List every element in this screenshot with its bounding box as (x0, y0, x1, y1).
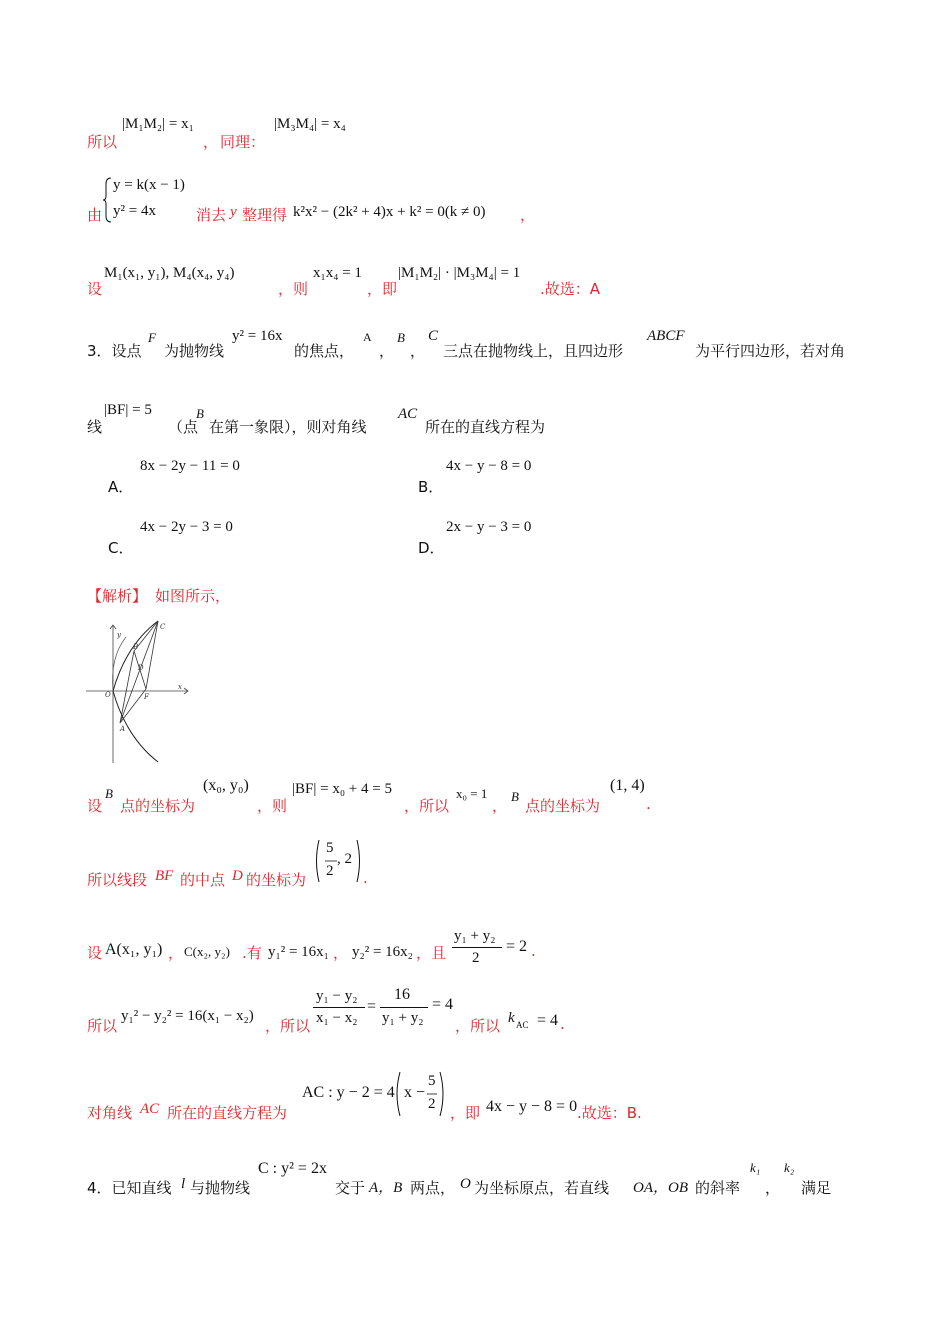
p3-c1: ，则 (278, 280, 309, 298)
s2-end: . (363, 869, 368, 887)
s1-point: (1, 4) (610, 777, 645, 794)
p3-prefix: 设 (87, 280, 103, 298)
s2-t2: 的中点 (180, 871, 226, 889)
option-b-eq: 4x − y − 8 = 0 (446, 458, 532, 474)
fig-label-x: x (178, 683, 182, 691)
p3-answer: .故选：A (540, 280, 601, 298)
s4-keq: = 4 (537, 1012, 559, 1029)
p1-prefix: 所以 (87, 133, 118, 151)
s4-end: . (560, 1015, 565, 1033)
s3-e1: y₁² = 16x₁ (268, 944, 329, 960)
q4-t3: 交于 (335, 1179, 366, 1197)
fig-label-B: B (133, 643, 139, 651)
s3-c2: ， (333, 944, 349, 962)
q4-k1: k₁ (750, 1160, 761, 1175)
s4-eqs: = (367, 998, 377, 1015)
fig-label-D: D (138, 664, 144, 672)
p3-points: M₁(x₁, y₁), M₄(x₄, y₄) (104, 265, 235, 281)
s1-B2: B (511, 789, 519, 804)
s5-num: 5 (428, 1073, 436, 1089)
q3-parabola: y² = 16x (232, 328, 283, 344)
s2-D: D (232, 868, 243, 884)
s1-eq: |BF| = x₀ + 4 = 5 (292, 781, 392, 797)
s5-t1: 对角线 (87, 1104, 133, 1122)
q4-t4: 两点， (410, 1179, 456, 1197)
s4-frac1-bar (313, 1007, 365, 1008)
s1-end: . (646, 795, 651, 813)
fig-label-A: A (120, 725, 126, 733)
s5-answer: .故选：B. (577, 1104, 642, 1122)
s4-f1den: x₁ − x₂ (316, 1010, 358, 1026)
q3-ABCF: ABCF (647, 328, 685, 344)
parabola-figure (86, 617, 196, 765)
q4-O: O (460, 1176, 471, 1192)
s4-t2: ，所以 (265, 1017, 311, 1035)
s2-BF: BF (155, 868, 174, 884)
q3-sep2: ， (410, 342, 426, 360)
s5-t3: ，即 (450, 1104, 481, 1122)
s3-end: . (531, 942, 536, 960)
s5-t2: 所在的直线方程为 (167, 1104, 288, 1122)
q3-A: A (363, 330, 372, 344)
s4-t3: ，所以 (455, 1017, 501, 1035)
q3-number: 3．设点 (87, 342, 142, 360)
option-a-label: A． (108, 478, 134, 496)
q3-t4: 为平行四边形，若对角 (695, 342, 846, 360)
q3-B2: B (196, 406, 204, 421)
q4-k2: k₂ (784, 1160, 795, 1175)
s3-t3: ，且 (416, 944, 447, 962)
s5-lhs: AC : y − 2 = 4 (302, 1084, 395, 1101)
s3-c1: ， (168, 944, 184, 962)
s2-num: 5 (326, 840, 334, 856)
p2-var: y (230, 204, 237, 220)
s1-coord: (x₀, y₀) (203, 777, 249, 794)
p2-prefix: 由 (87, 206, 103, 224)
analysis-text: 如图所示， (155, 587, 231, 605)
s1-t5: ， (492, 797, 508, 815)
q4-AB: A，B (369, 1180, 403, 1196)
s1-t4: ，所以 (404, 797, 450, 815)
s2-den: 2 (326, 863, 334, 879)
s3-t1: 设 (87, 944, 103, 962)
s2-rest: , 2 (337, 851, 352, 867)
q3-BF: |BF| = 5 (104, 402, 152, 418)
q3-F: F (148, 330, 156, 345)
q4-OAOB: OA，OB (633, 1180, 688, 1196)
s3-t2: .有 (242, 944, 262, 962)
q4-t2: 与抛物线 (190, 1179, 251, 1197)
p3-eq1: x₁x₄ = 1 (313, 265, 362, 281)
q4-t7: 满足 (801, 1179, 832, 1197)
q4-C: C : y² = 2x (258, 1160, 327, 1177)
s1-t1: 设 (87, 797, 103, 815)
q3-C: C (428, 328, 439, 344)
option-a-eq: 8x − 2y − 11 = 0 (140, 458, 240, 474)
p3-eq2: |M₁M₂| · |M₃M₄| = 1 (398, 265, 521, 281)
p1-eq1: |M₁M₂| = x₁ (122, 116, 194, 132)
s4-f2den: y₁ + y₂ (382, 1010, 424, 1026)
option-c-eq: 4x − 2y − 3 = 0 (140, 519, 233, 535)
s4-eq4: = 4 (432, 996, 454, 1013)
q3-B: B (397, 330, 405, 345)
q4-t1: 4．已知直线 (87, 1179, 172, 1197)
q4-sep: ， (765, 1179, 781, 1197)
s2-t3: 的坐标为 (246, 871, 307, 889)
q4-l: l (181, 1176, 186, 1192)
s5-den: 2 (428, 1096, 436, 1112)
s5-AC: AC (140, 1101, 160, 1117)
option-d-eq: 2x − y − 3 = 0 (446, 519, 532, 535)
p1-mid: 同理： (220, 133, 266, 151)
q3-l2a: 线 (87, 418, 103, 436)
s3-frac-bar (452, 947, 502, 948)
s3-fnum: y₁ + y₂ (454, 928, 496, 944)
p2-equation: k²x² − (2k² + 4)x + k² = 0(k ≠ 0) (293, 204, 486, 220)
p2-mid: 消去 (196, 206, 227, 224)
s4-frac2-bar (380, 1007, 428, 1008)
q3-t1: 为抛物线 (164, 342, 225, 360)
p3-c2: ，即 (367, 280, 398, 298)
s3-e2: y₂² = 16x₂ (352, 944, 413, 960)
s4-f2num: 16 (394, 986, 410, 1003)
s1-t2: 点的坐标为 (120, 797, 196, 815)
q4-t6: 的斜率 (695, 1179, 741, 1197)
q3-l2c: 在第一象限），则对角线 (209, 418, 367, 436)
q3-l2b: （点 (168, 418, 199, 436)
s1-t6: 点的坐标为 (525, 797, 601, 815)
q3-AC: AC (398, 406, 418, 422)
s3-A: A(x₁, y₁) (105, 941, 163, 958)
s5-eq: 4x − y − 8 = 0 (486, 1098, 578, 1115)
system-line-1: y = k(x − 1) (113, 177, 185, 193)
option-c-label: C． (108, 539, 134, 557)
s3-C: C(x₂, y₂) (184, 944, 230, 959)
s4-ksub: AC (516, 1020, 529, 1030)
system-brace (103, 176, 113, 224)
s4-f1num: y₁ − y₂ (316, 988, 358, 1004)
s1-B: B (105, 786, 113, 801)
fig-label-y: y (117, 631, 121, 639)
system-line-2: y² = 4x (113, 203, 156, 219)
q3-l2d: 所在的直线方程为 (425, 418, 546, 436)
q4-t5: 为坐标原点，若直线 (474, 1179, 610, 1197)
q3-sep1: ， (379, 342, 395, 360)
s1-x0: x₀ = 1 (456, 786, 488, 801)
s4-k: k (508, 1010, 515, 1026)
s4-e1: y₁² − y₂² = 16(x₁ − x₂) (121, 1008, 254, 1024)
s3-feq: = 2 (506, 938, 528, 955)
fig-label-C: C (160, 623, 166, 631)
q3-t2: 的焦点， (294, 342, 355, 360)
p1-eq2: |M₃M₄| = x₄ (274, 116, 346, 132)
fig-label-O: O (105, 691, 111, 699)
p1-comma: ， (203, 133, 219, 151)
s3-fden: 2 (472, 950, 480, 966)
s4-t1: 所以 (87, 1017, 118, 1035)
fig-label-F: F (144, 693, 149, 701)
analysis-tag: 【解析】 (87, 587, 148, 605)
option-b-label: B． (418, 478, 444, 496)
q3-t3: 三点在抛物线上，且四边形 (443, 342, 624, 360)
p2-end: ， (520, 206, 536, 224)
s2-t1: 所以线段 (87, 871, 148, 889)
s5-x: x − (404, 1084, 426, 1101)
s1-t3: ，则 (257, 797, 288, 815)
option-d-label: D． (418, 539, 445, 557)
p2-mid2: 整理得 (242, 206, 288, 224)
